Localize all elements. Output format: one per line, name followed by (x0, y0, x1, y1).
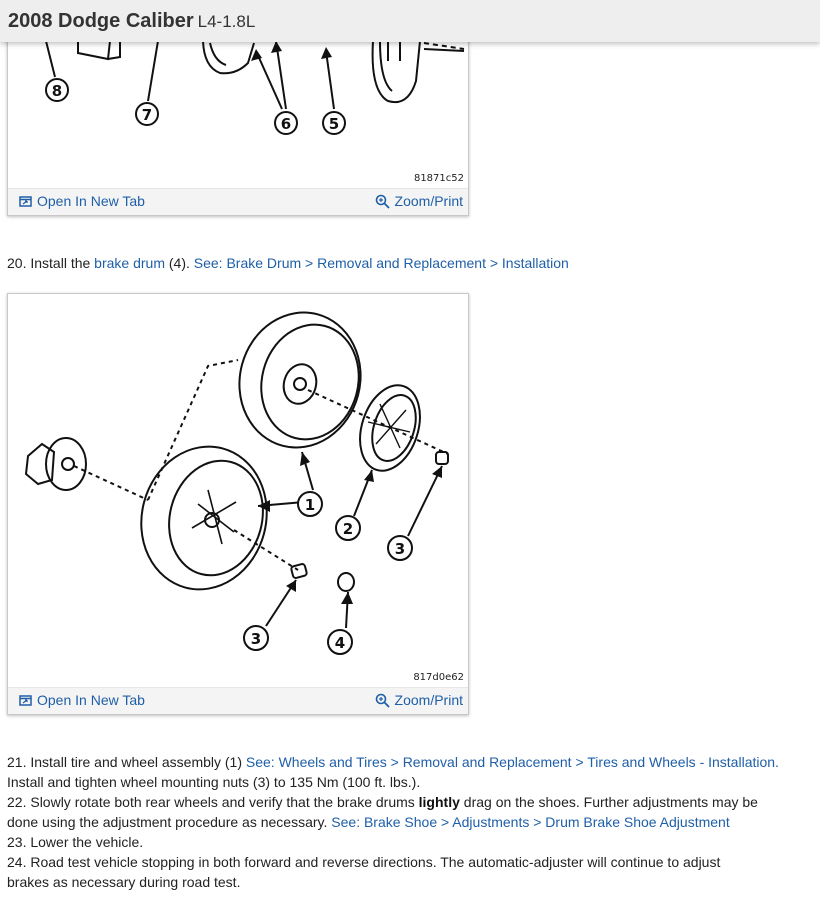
open-tab-icon (19, 195, 32, 208)
open-in-new-tab-link[interactable] (19, 193, 145, 209)
figure-2 (7, 293, 469, 715)
open-in-new-tab-label: Open In New Tab (37, 692, 145, 708)
page-header (0, 0, 820, 42)
figure-toolbar (8, 188, 468, 215)
step-20-middle: (4). (164, 255, 194, 271)
step-20 (7, 253, 807, 273)
step-23: 23. Lower the vehicle. (7, 834, 144, 850)
zoom-icon (375, 693, 390, 708)
callout-3-upper: 3 (394, 540, 406, 558)
step-24-continued: brakes as necessary during road test. (7, 874, 241, 890)
step-21-continued: Install and tighten wheel mounting nuts (3) to 135 Nm (100 ft. lbs.). (7, 774, 421, 790)
zoom-print-label: Zoom/Print (394, 193, 463, 209)
step-21-text: 21. Install tire and wheel assembly (1) (7, 754, 246, 770)
open-in-new-tab-link[interactable] (19, 692, 145, 708)
step-24: 24. Road test vehicle stopping in both forward and reverse directions. The automatic-adjuster will continue to adjust (7, 854, 721, 870)
brake-drum-installation-link[interactable]: See: Brake Drum > Removal and Replacement > Installation (193, 255, 569, 271)
drum-brake-shoe-adjustment-link[interactable]: See: Brake Shoe > Adjustments > Drum Brake Shoe Adjustment (331, 814, 730, 830)
step-22 (7, 792, 807, 812)
vehicle-title: 2008 Dodge Caliber (8, 9, 194, 32)
step-20-text: 20. Install the (7, 255, 95, 271)
zoom-icon (375, 194, 390, 209)
step-22-cont-text: done using the adjustment procedure as necessary. (7, 814, 332, 830)
brake-drum-link[interactable]: brake drum (94, 255, 165, 271)
zoom-print-link[interactable] (375, 692, 463, 708)
open-tab-icon (19, 694, 32, 707)
wheels-tires-installation-link[interactable]: See: Wheels and Tires > Removal and Replacement > Tires and Wheels - Installation. (245, 754, 779, 770)
callout-5: 5 (328, 115, 340, 133)
figure-code: 817d0e62 (413, 672, 464, 683)
figure-toolbar (8, 687, 468, 714)
callout-2: 2 (342, 520, 354, 538)
zoom-print-link[interactable] (375, 193, 463, 209)
callout-3-lower: 3 (250, 630, 262, 648)
zoom-print-label: Zoom/Print (394, 692, 463, 708)
figure-code: 81871c52 (413, 173, 464, 184)
callout-6: 6 (280, 115, 292, 133)
step-22-emphasis: lightly (418, 794, 460, 810)
callout-1: 1 (304, 496, 316, 514)
figure-2-illustration (8, 294, 468, 688)
callout-7: 7 (141, 106, 153, 124)
step-22-suffix: drag on the shoes. Further adjustments may be (459, 794, 758, 810)
open-in-new-tab-label: Open In New Tab (37, 193, 145, 209)
step-22-continued (7, 812, 807, 832)
callout-8: 8 (51, 82, 63, 100)
engine-label: L4-1.8L (197, 12, 256, 31)
steps-21-24 (7, 752, 807, 892)
step-22-text: 22. Slowly rotate both rear wheels and verify that the brake drums (7, 794, 419, 810)
step-21 (7, 752, 807, 772)
callout-4: 4 (334, 634, 346, 652)
